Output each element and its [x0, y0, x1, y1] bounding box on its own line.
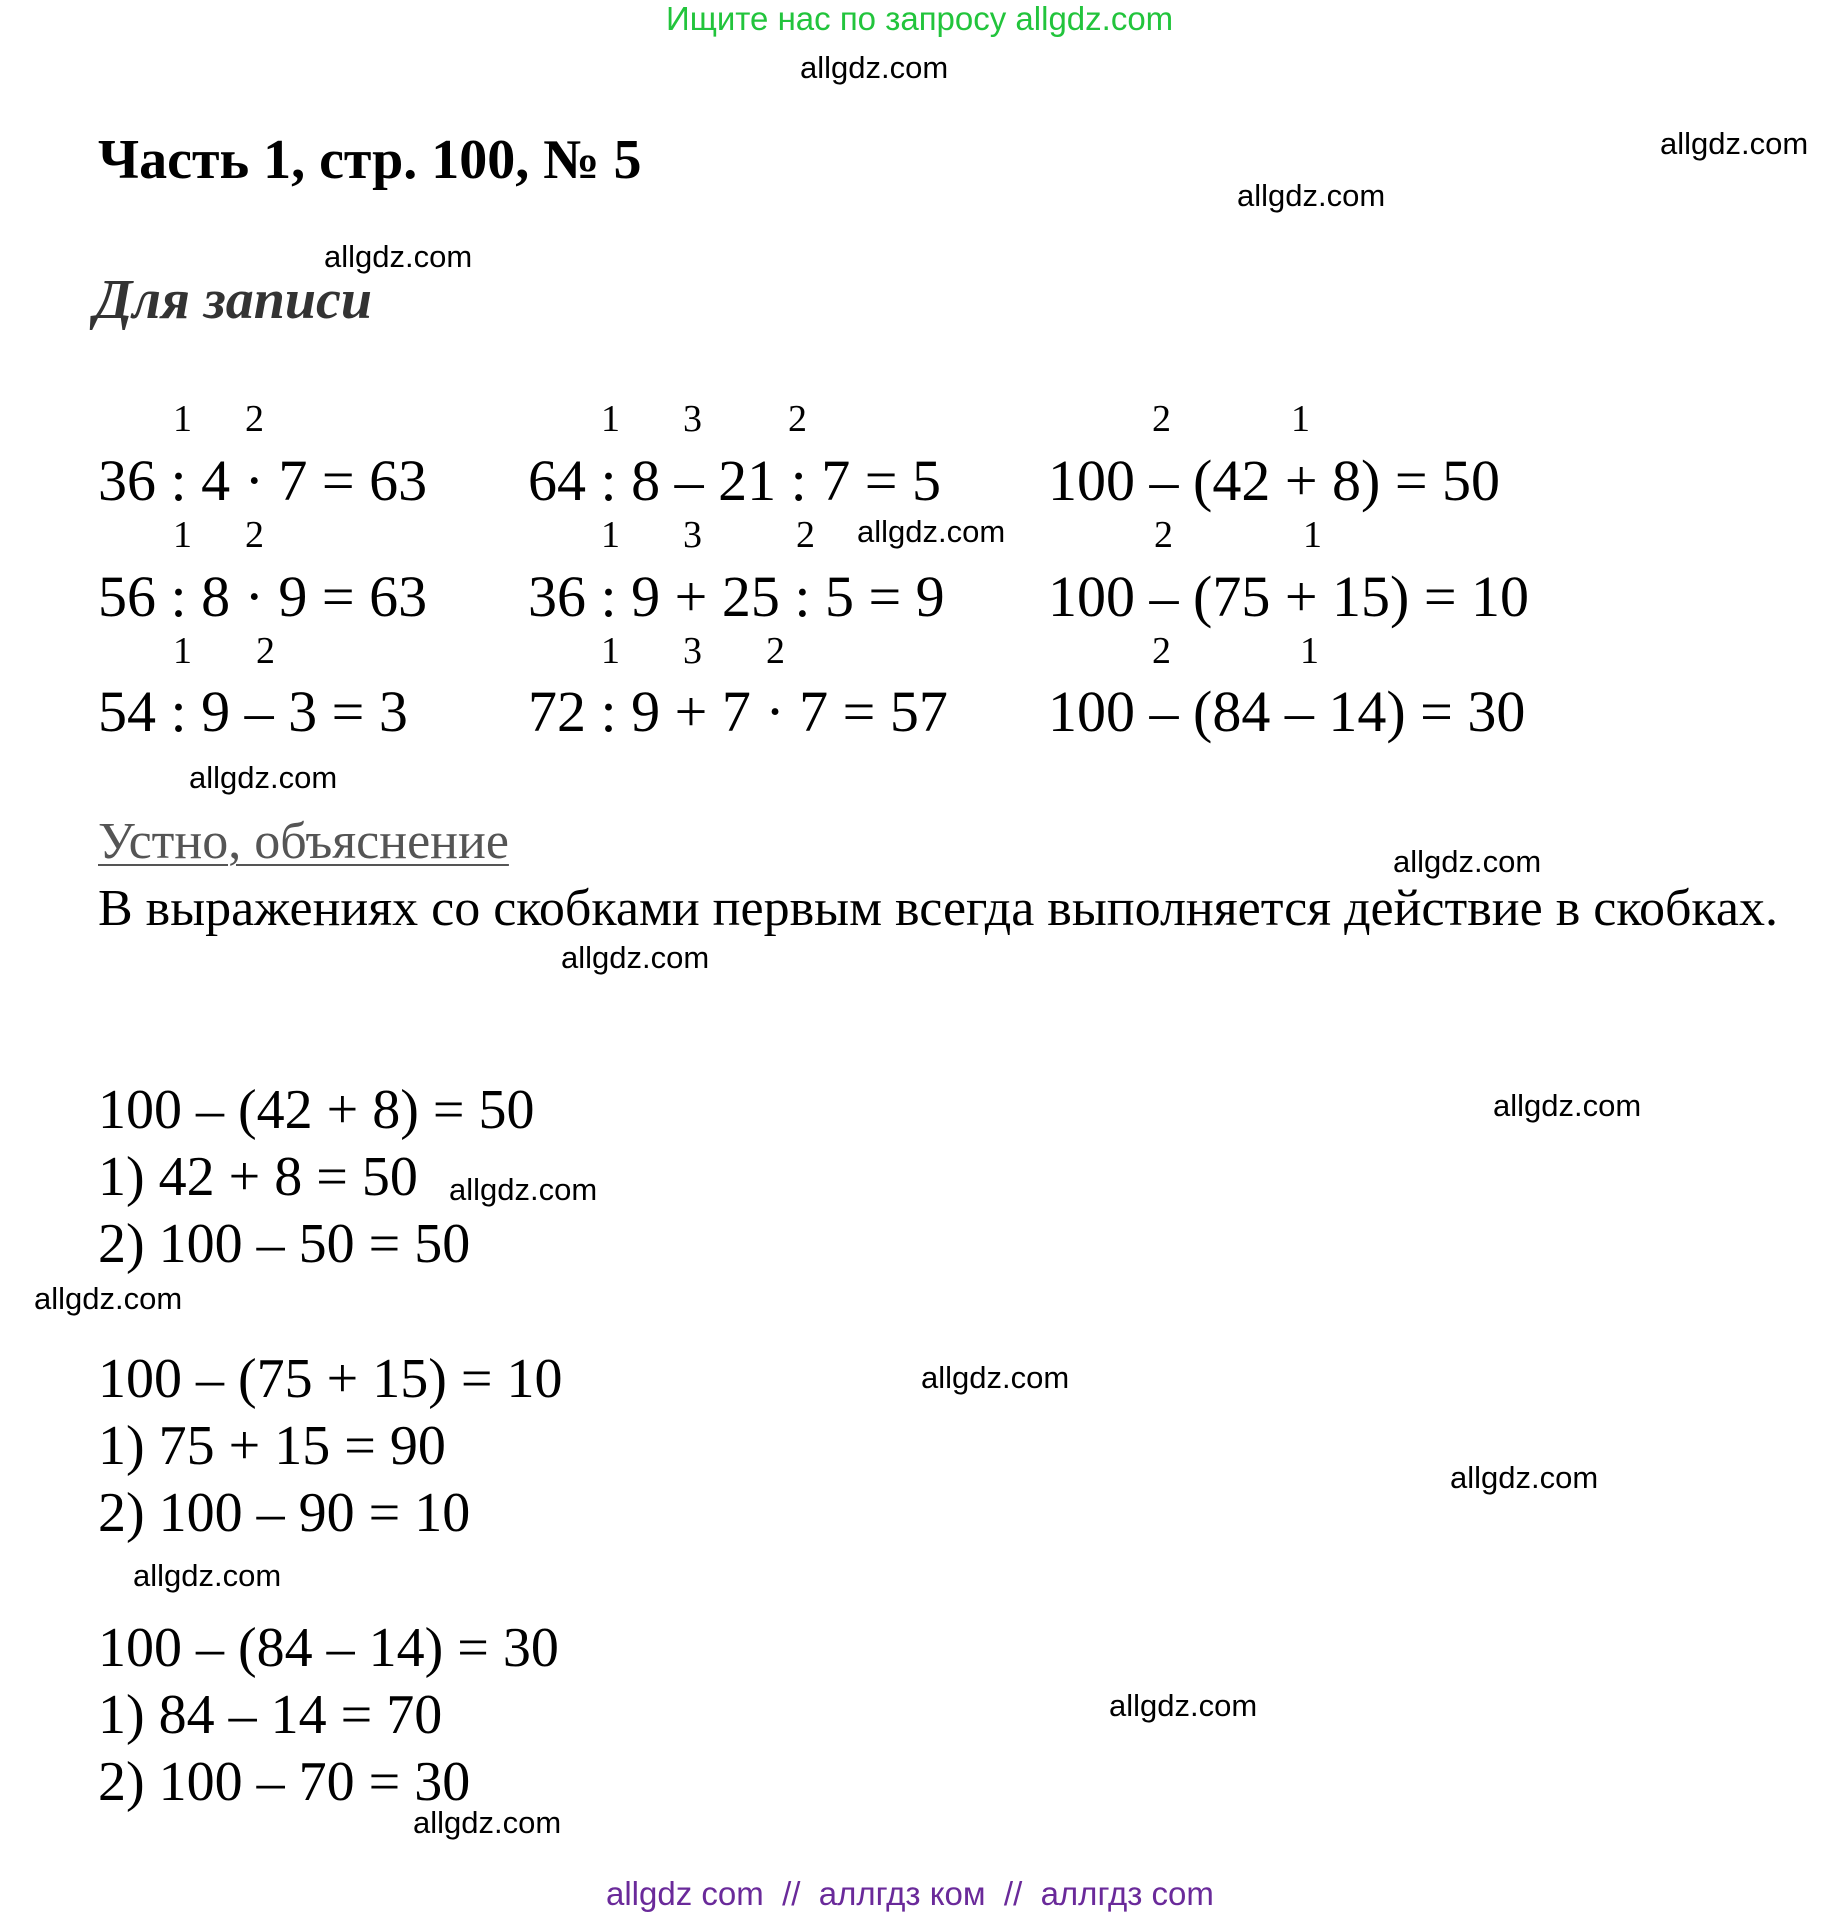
watermark: allgdz.com [449, 1172, 598, 1207]
watermark: allgdz.com [1450, 1460, 1599, 1495]
watermark: allgdz.com [189, 760, 338, 795]
solution-step: 1) 42 + 8 = 50 [98, 1146, 418, 1208]
page-title: Часть 1, стр. 100, № 5 [98, 129, 642, 191]
watermark: allgdz.com [1493, 1088, 1642, 1123]
expression: 36 : 4 · 7 = 63 [98, 448, 428, 513]
watermark: allgdz.com [1237, 178, 1386, 213]
expression: 56 : 8 · 9 = 63 [98, 564, 428, 629]
order-number: 1 [173, 398, 192, 440]
watermark: allgdz.com [1109, 1688, 1258, 1723]
explanation-text: В выражениях со скобками первым всегда выполняется действие в скобках. [98, 880, 1778, 937]
expression: 100 – (75 + 15) = 10 [1048, 564, 1530, 629]
order-number: 3 [683, 514, 702, 556]
order-number: 1 [173, 630, 192, 672]
watermark: allgdz.com [800, 50, 949, 85]
order-number: 2 [245, 514, 264, 556]
expression: 100 – (84 – 14) = 30 [1048, 679, 1526, 744]
watermark: allgdz.com [1660, 126, 1809, 161]
expression: 72 : 9 + 7 · 7 = 57 [528, 679, 948, 744]
order-number: 1 [1303, 514, 1322, 556]
order-number: 1 [601, 398, 620, 440]
order-number: 1 [601, 514, 620, 556]
order-number: 1 [173, 514, 192, 556]
watermark: allgdz.com [34, 1281, 183, 1316]
solution-step: 1) 84 – 14 = 70 [98, 1684, 443, 1746]
watermark: allgdz.com [921, 1360, 1070, 1395]
solution-expression: 100 – (84 – 14) = 30 [98, 1617, 559, 1679]
watermark: allgdz.com [857, 514, 1006, 549]
solution-step: 2) 100 – 90 = 10 [98, 1482, 471, 1544]
order-number: 2 [256, 630, 275, 672]
order-number: 1 [1291, 398, 1310, 440]
watermark: allgdz.com [1393, 844, 1542, 879]
order-number: 2 [796, 514, 815, 556]
order-number: 2 [1152, 398, 1171, 440]
solution-step: 1) 75 + 15 = 90 [98, 1415, 446, 1477]
order-number: 3 [683, 398, 702, 440]
order-number: 1 [601, 630, 620, 672]
watermark: allgdz.com [324, 239, 473, 274]
solution-step: 2) 100 – 50 = 50 [98, 1213, 471, 1275]
section-subtitle: Для записи [94, 269, 372, 331]
bottom-banner: allgdz com // аллгдз ком // аллгдз com [606, 1875, 1214, 1912]
expression: 36 : 9 + 25 : 5 = 9 [528, 564, 945, 629]
order-number: 2 [788, 398, 807, 440]
watermark: allgdz.com [413, 1805, 562, 1840]
order-number: 2 [245, 398, 264, 440]
expression: 100 – (42 + 8) = 50 [1048, 448, 1501, 513]
watermark: allgdz.com [561, 940, 710, 975]
top-banner: Ищите нас по запросу allgdz.com [666, 0, 1174, 37]
order-number: 3 [683, 630, 702, 672]
solution-step: 2) 100 – 70 = 30 [98, 1751, 471, 1813]
expression: 64 : 8 – 21 : 7 = 5 [528, 448, 941, 513]
order-number: 2 [1154, 514, 1173, 556]
order-number: 2 [766, 630, 785, 672]
order-number: 2 [1152, 630, 1171, 672]
solution-expression: 100 – (75 + 15) = 10 [98, 1348, 563, 1410]
solution-expression: 100 – (42 + 8) = 50 [98, 1079, 535, 1141]
expression: 54 : 9 – 3 = 3 [98, 679, 408, 744]
order-number: 1 [1300, 630, 1319, 672]
explanation-heading: Устно, объяснение [98, 813, 509, 870]
watermark: allgdz.com [133, 1558, 282, 1593]
